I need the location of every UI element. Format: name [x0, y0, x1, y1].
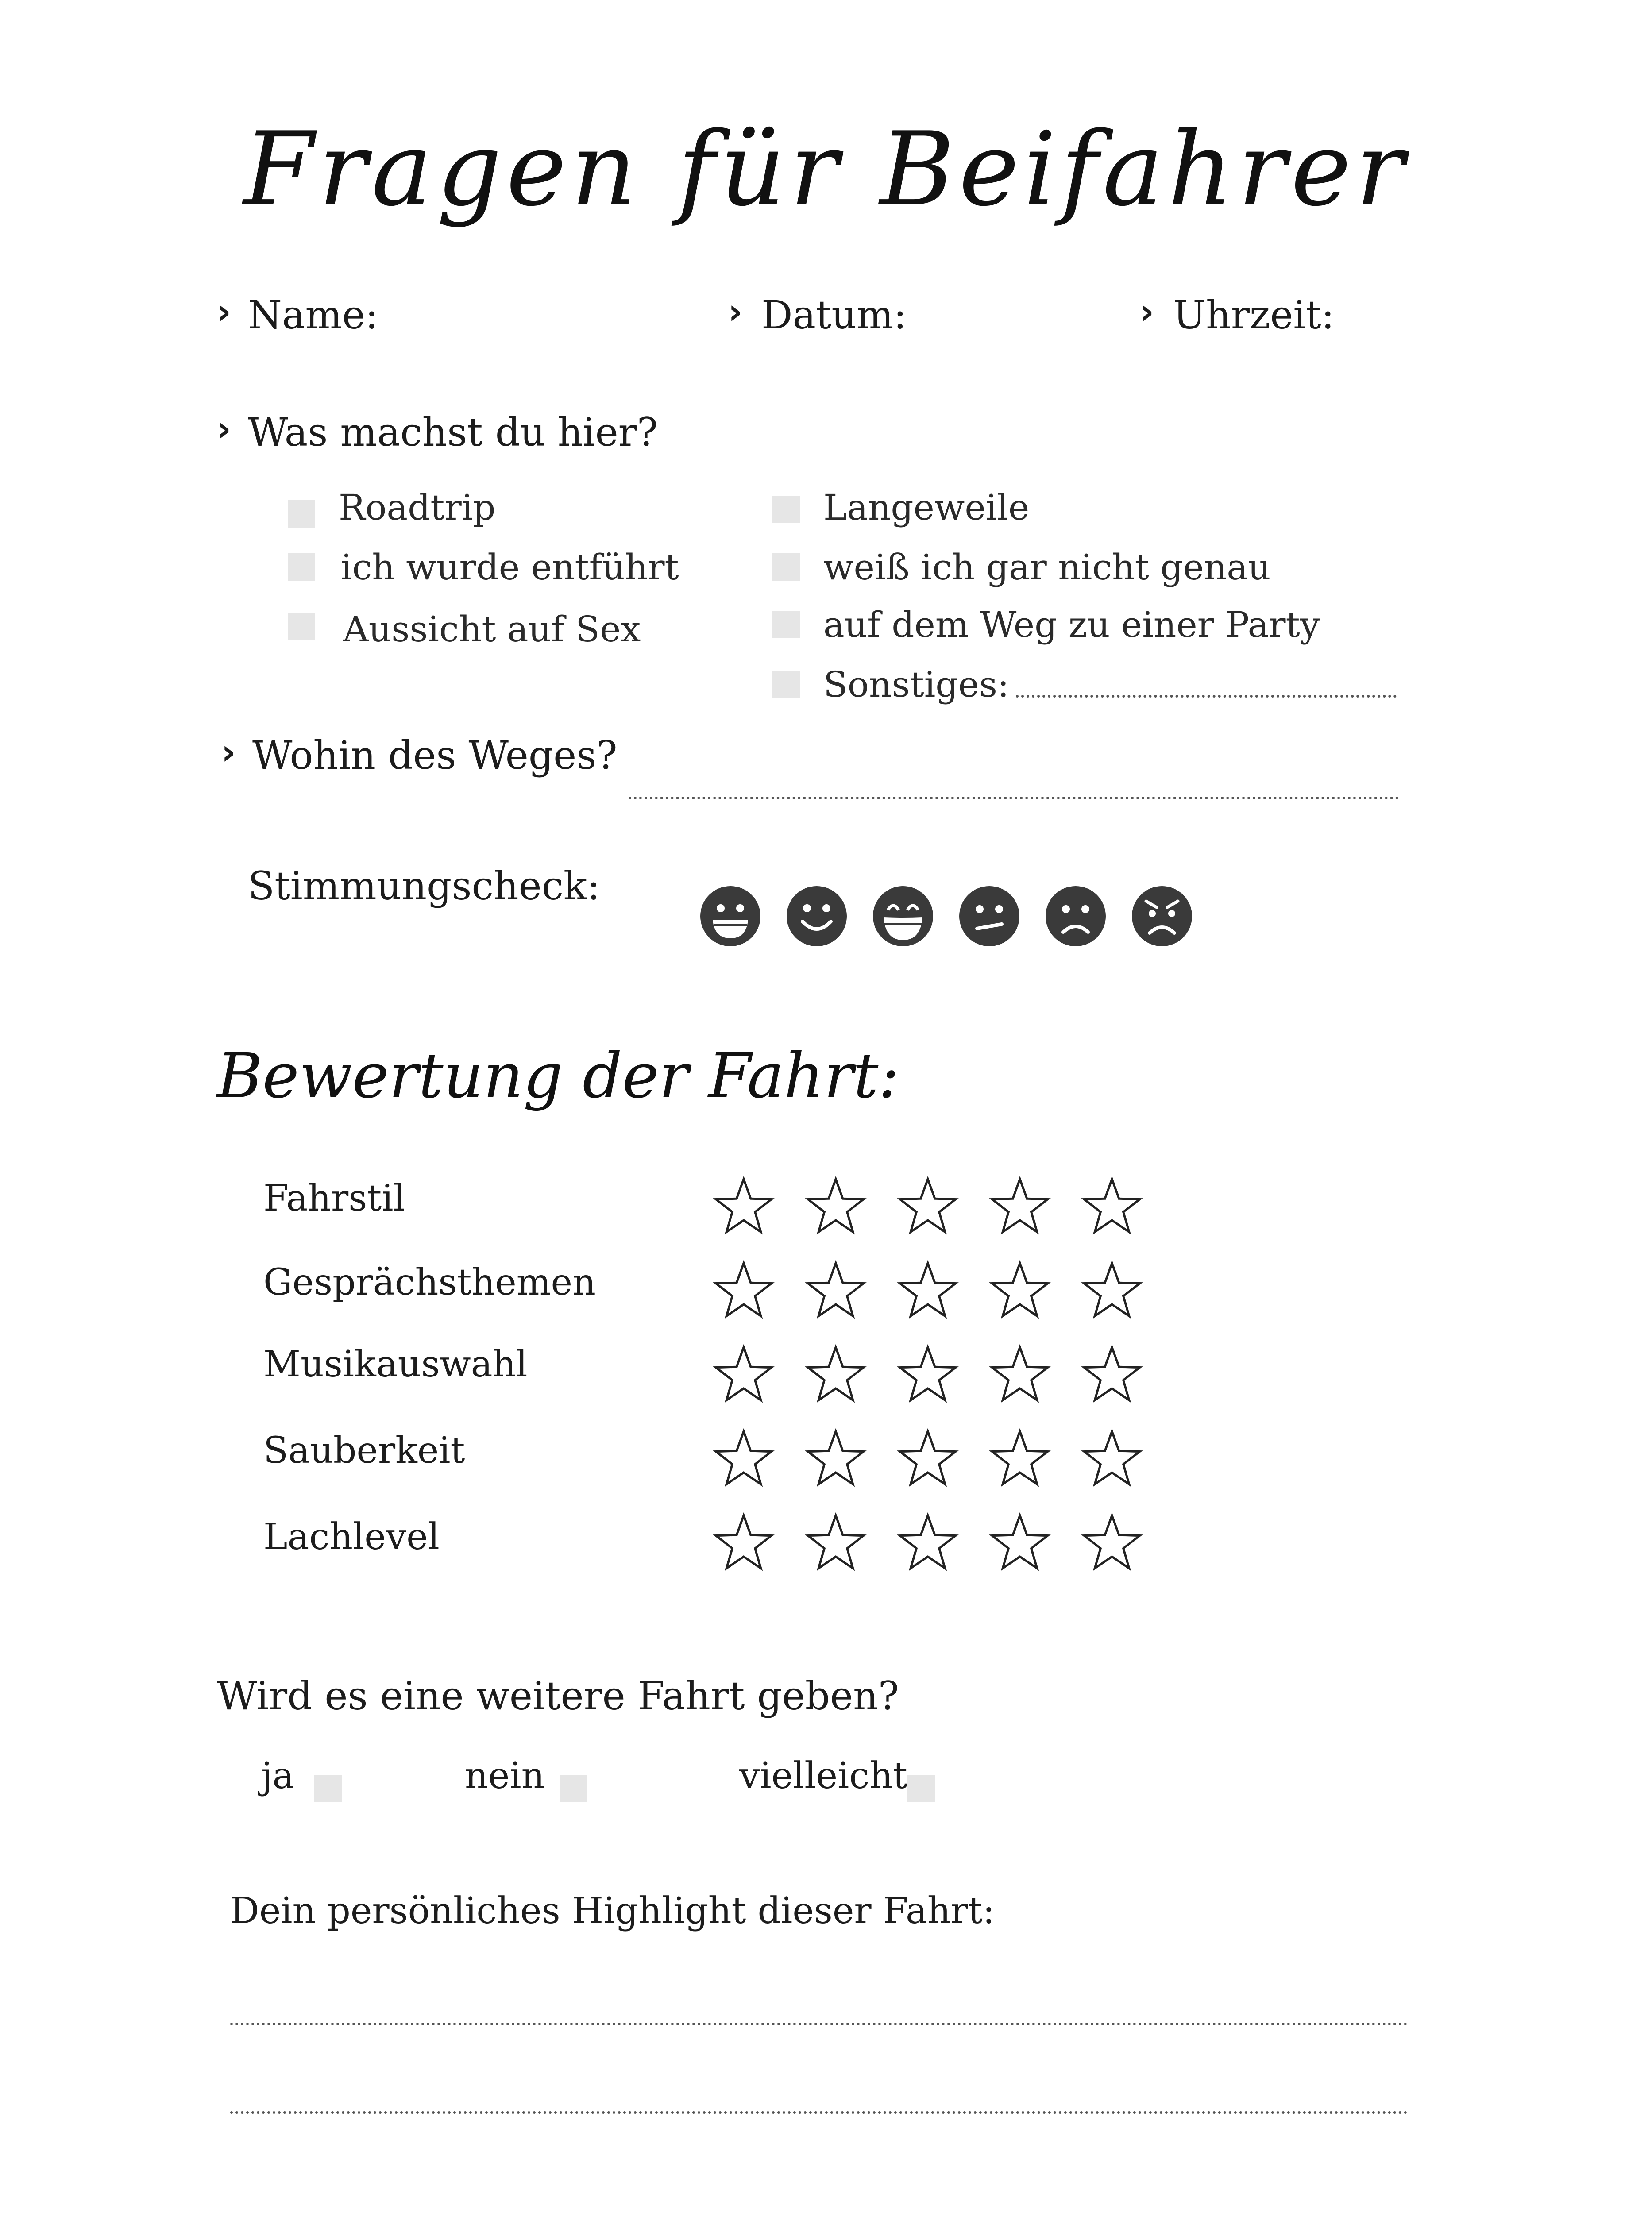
beaming-face-icon[interactable] — [873, 886, 933, 946]
star-icon[interactable] — [900, 1515, 956, 1568]
destination-question: Wohin des Weges? — [252, 733, 618, 778]
rating-label-gespraechsthemen: Gesprächsthemen — [263, 1261, 596, 1303]
star-icon[interactable] — [808, 1431, 864, 1484]
chevron-right-icon: › — [221, 733, 236, 772]
star-icon[interactable] — [1084, 1263, 1140, 1316]
mood-label: Stimmungscheck: — [248, 863, 600, 909]
name-label: Name: — [248, 292, 378, 338]
option-ja-label: ja — [261, 1755, 294, 1797]
sonstiges-input-line[interactable] — [1016, 695, 1397, 698]
checkbox-weiss-nicht[interactable] — [772, 553, 800, 581]
grinning-face-icon[interactable] — [700, 886, 760, 946]
star-icon[interactable] — [900, 1347, 956, 1400]
chevron-right-icon: › — [728, 292, 743, 332]
checkbox-nein[interactable] — [560, 1775, 587, 1802]
star-icon[interactable] — [1084, 1347, 1140, 1400]
star-icon[interactable] — [992, 1431, 1048, 1484]
rating-heading: Bewertung der Fahrt: — [217, 1040, 899, 1112]
page-title: Fragen für Beifahrer — [243, 111, 1409, 229]
chevron-right-icon: › — [217, 292, 232, 332]
smiling-face-icon[interactable] — [787, 886, 847, 946]
another-ride-question: Wird es eine weitere Fahrt geben? — [217, 1673, 899, 1719]
option-label: Aussicht auf Sex — [343, 609, 641, 650]
checkbox-sex[interactable] — [288, 613, 315, 640]
star-icon[interactable] — [992, 1347, 1048, 1400]
option-vielleicht-label: vielleicht — [739, 1755, 907, 1797]
star-icon[interactable] — [900, 1431, 956, 1484]
checkbox-sonstiges[interactable] — [772, 671, 800, 698]
checkbox-langeweile[interactable] — [772, 496, 800, 523]
star-icon[interactable] — [1084, 1515, 1140, 1568]
rating-label-fahrstil: Fahrstil — [263, 1177, 405, 1219]
chevron-right-icon: › — [217, 409, 232, 449]
time-label: Uhrzeit: — [1173, 292, 1335, 338]
rating-label-lachlevel: Lachlevel — [263, 1516, 440, 1558]
rating-label-sauberkeit: Sauberkeit — [263, 1430, 465, 1472]
star-icon[interactable] — [716, 1263, 772, 1316]
star-icon[interactable] — [992, 1515, 1048, 1568]
option-label: ich wurde entführt — [341, 547, 679, 588]
star-icon[interactable] — [808, 1515, 864, 1568]
checkbox-roadtrip[interactable] — [288, 500, 315, 528]
star-icon[interactable] — [900, 1263, 956, 1316]
star-icon[interactable] — [1084, 1431, 1140, 1484]
chevron-right-icon: › — [1140, 292, 1154, 332]
sad-face-icon[interactable] — [1046, 886, 1106, 946]
star-icon[interactable] — [808, 1263, 864, 1316]
destination-input-line[interactable] — [629, 797, 1399, 799]
option-label: Langeweile — [823, 487, 1030, 528]
option-label: Sonstiges: — [823, 664, 1009, 705]
neutral-face-icon[interactable] — [959, 886, 1019, 946]
highlight-input-line-2[interactable] — [230, 2111, 1408, 2114]
star-icon[interactable] — [808, 1179, 864, 1232]
checkbox-party[interactable] — [772, 611, 800, 638]
highlight-question: Dein persönliches Highlight dieser Fahrt: — [230, 1890, 995, 1932]
star-icon[interactable] — [716, 1515, 772, 1568]
option-nein-label: nein — [465, 1755, 545, 1797]
checkbox-ja[interactable] — [314, 1775, 342, 1802]
mood-faces — [699, 883, 1200, 949]
option-label: weiß ich gar nicht genau — [823, 547, 1271, 588]
rating-label-musikauswahl: Musikauswahl — [263, 1343, 528, 1385]
star-icon[interactable] — [992, 1179, 1048, 1232]
star-icon[interactable] — [992, 1263, 1048, 1316]
highlight-input-line-1[interactable] — [230, 2023, 1408, 2025]
star-icon[interactable] — [900, 1179, 956, 1232]
option-label: auf dem Weg zu einer Party — [823, 604, 1320, 645]
star-icon[interactable] — [808, 1347, 864, 1400]
checkbox-entfuehrt[interactable] — [288, 553, 315, 581]
option-label: Roadtrip — [339, 487, 496, 528]
rating-stars — [699, 1160, 1186, 1585]
star-icon[interactable] — [716, 1431, 772, 1484]
star-icon[interactable] — [1084, 1179, 1140, 1232]
purpose-question: Was machst du hier? — [248, 409, 658, 455]
angry-face-icon[interactable] — [1132, 886, 1192, 946]
checkbox-vielleicht[interactable] — [907, 1775, 935, 1802]
star-icon[interactable] — [716, 1179, 772, 1232]
date-label: Datum: — [761, 292, 907, 338]
star-icon[interactable] — [716, 1347, 772, 1400]
